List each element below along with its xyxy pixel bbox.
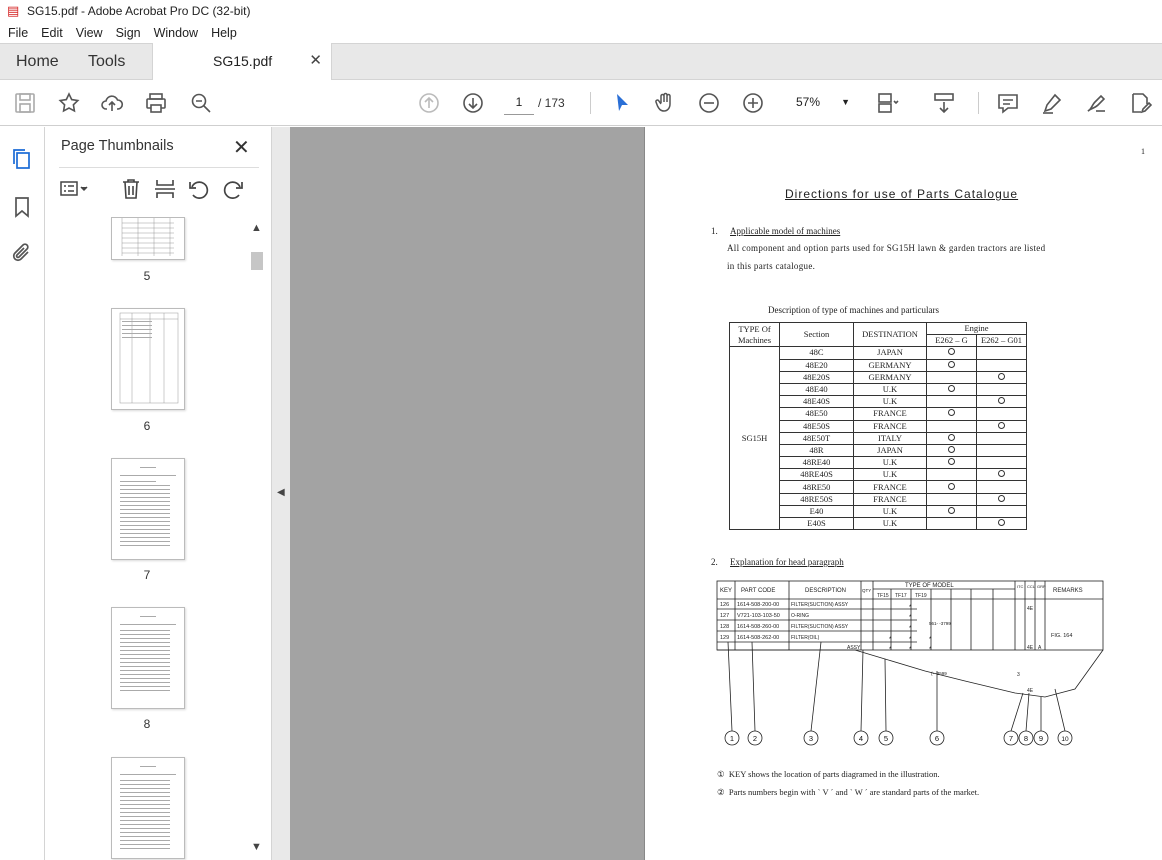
destination-cell: GERMANY xyxy=(854,359,927,371)
table-header: DESTINATION xyxy=(854,323,927,347)
circle-mark-icon xyxy=(948,348,955,355)
svg-text:*: * xyxy=(909,626,912,632)
chevron-down-icon: ▼ xyxy=(841,97,850,107)
fig-row-code: 1614-508-262-00 xyxy=(737,635,780,641)
hand-tool-icon[interactable] xyxy=(653,91,677,115)
section-cell: 48E50 xyxy=(780,408,854,420)
callout: 2 xyxy=(752,734,758,743)
destination-cell: ITALY xyxy=(854,432,927,444)
callout: 7 xyxy=(1008,734,1014,743)
thumbnail-label: 7 xyxy=(143,568,151,582)
fig-h-tf19: TF19 xyxy=(915,593,927,599)
machines-table xyxy=(729,322,1027,530)
destination-cell: FRANCE xyxy=(854,481,927,493)
rotate-cw-icon[interactable] xyxy=(221,177,245,201)
destination-cell: U.K xyxy=(854,396,927,408)
thumbnail-page-7[interactable] xyxy=(111,458,185,560)
engine-cell xyxy=(977,493,1027,505)
section-cell: E40S xyxy=(780,518,854,530)
fig-h-type: TYPE OF MODEL xyxy=(905,583,954,589)
close-panel-icon[interactable]: ✕ xyxy=(233,137,250,159)
engine-cell xyxy=(977,359,1027,371)
menu-help[interactable]: Help xyxy=(211,25,237,40)
table-row xyxy=(730,347,1027,359)
fig-row-desc: FILTER(SUCTION) ASSY xyxy=(791,602,849,608)
section-cell: E40 xyxy=(780,505,854,517)
destination-cell: U.K xyxy=(854,457,927,469)
section-2-heading xyxy=(711,557,844,567)
save-icon[interactable] xyxy=(13,91,37,115)
circle-mark-icon xyxy=(948,409,955,416)
delete-page-icon[interactable] xyxy=(119,177,143,201)
fig-h-ccl: CCL xyxy=(1027,584,1036,589)
engine-cell xyxy=(927,396,977,408)
section-cell: 48E50S xyxy=(780,420,854,432)
thumbnail-page-6[interactable] xyxy=(111,308,185,410)
thumbnail-options-icon[interactable] xyxy=(59,177,83,201)
engine-cell xyxy=(977,505,1027,517)
engine-cell xyxy=(927,371,977,383)
menu-window[interactable]: Window xyxy=(153,25,199,40)
thumbnail-page-8[interactable] xyxy=(111,607,185,709)
document-page xyxy=(644,127,1162,860)
engine-cell xyxy=(977,347,1027,359)
callout: 10 xyxy=(1061,736,1069,743)
rotate-ccw-icon[interactable] xyxy=(187,177,211,201)
destination-cell: JAPAN xyxy=(854,347,927,359)
destination-cell: U.K xyxy=(854,518,927,530)
section-cell: 48RE40S xyxy=(780,469,854,481)
tab-home[interactable]: Home xyxy=(16,53,59,70)
title-bar xyxy=(0,0,1162,22)
svg-text:*: * xyxy=(909,615,912,621)
section-cell: 48E20 xyxy=(780,359,854,371)
fig-row-code: V721-103-103-50 xyxy=(737,613,780,619)
next-page-icon[interactable] xyxy=(461,91,485,115)
note-1-text: KEY shows the location of parts diagramed in the illustration. xyxy=(728,769,940,779)
fig-h-tf15: TF15 xyxy=(877,593,889,599)
fig-row-key: 126 xyxy=(720,602,730,608)
machine-type-cell: SG15H xyxy=(730,347,780,530)
section-cell: 48E40S xyxy=(780,396,854,408)
engine-cell xyxy=(927,408,977,420)
engine-cell xyxy=(977,383,1027,395)
section-2-number: 2. xyxy=(711,557,718,567)
page-number-input[interactable]: 1 xyxy=(504,90,534,115)
bookmarks-icon[interactable] xyxy=(11,195,33,219)
fig-remarks: FIG. 164 xyxy=(1051,633,1073,639)
circle-mark-icon xyxy=(998,470,1005,477)
destination-cell: FRANCE xyxy=(854,493,927,505)
fig-row-key: 129 xyxy=(720,635,730,641)
section-cell: 48RE40 xyxy=(780,457,854,469)
engine-cell xyxy=(977,420,1027,432)
svg-text:*: * xyxy=(909,637,912,643)
tab-document-label: SG15.pdf xyxy=(213,53,273,69)
engine-cell xyxy=(977,408,1027,420)
fig-row-key: 128 xyxy=(720,624,730,630)
callout: 5 xyxy=(883,734,889,743)
toolbar-divider xyxy=(590,92,591,114)
table-header: Engine xyxy=(927,323,1027,335)
pdf-icon: ▤ xyxy=(7,3,20,18)
panel-collapse-strip[interactable] xyxy=(272,127,290,860)
note-1-number: ① xyxy=(717,769,725,779)
engine-cell xyxy=(977,481,1027,493)
fig-row-desc: O-RING xyxy=(791,613,810,619)
fig-ccl: 4E xyxy=(1027,688,1034,694)
panel-divider xyxy=(59,167,259,168)
svg-text:*: * xyxy=(889,637,892,643)
menu-file[interactable]: File xyxy=(8,25,29,40)
svg-text:*: * xyxy=(929,647,932,653)
fig-range: (- -3599 xyxy=(931,671,947,676)
fig-h-key: KEY xyxy=(720,588,733,594)
fig-h-desc: DESCRIPTION xyxy=(805,588,847,594)
fig-h-code: PART CODE xyxy=(741,588,776,594)
engine-cell xyxy=(927,493,977,505)
fig-row-code: 1614-508-200-00 xyxy=(737,602,780,608)
fig-row-desc: FILTER(SUCTION) ASSY xyxy=(791,624,849,630)
fig-h-qty: QTY xyxy=(862,588,872,593)
section-1-heading xyxy=(711,226,840,236)
engine-cell xyxy=(927,469,977,481)
thumbnail-page-9[interactable] xyxy=(111,757,185,859)
thumbnails-panel xyxy=(45,127,272,860)
thumbnail-label: 6 xyxy=(143,419,151,433)
engine-cell xyxy=(927,505,977,517)
destination-cell: FRANCE xyxy=(854,420,927,432)
attachments-icon[interactable] xyxy=(11,241,33,265)
section-2-title: Explanation for head paragraph xyxy=(730,557,844,567)
destination-cell: U.K xyxy=(854,383,927,395)
menu-view[interactable]: View xyxy=(75,25,103,40)
callout: 9 xyxy=(1038,734,1044,743)
svg-text:*: * xyxy=(889,647,892,653)
engine-cell xyxy=(927,518,977,530)
section-cell: 48E50T xyxy=(780,432,854,444)
table-header: E262 – G xyxy=(927,335,977,347)
callout: 1 xyxy=(729,734,735,743)
table-caption: Description of type of machines and particulars xyxy=(768,305,939,315)
fig-row-key: 127 xyxy=(720,613,730,619)
table-header: E262 – G01 xyxy=(977,335,1027,347)
note-2-number: ② xyxy=(717,787,725,797)
section-cell: 48E20S xyxy=(780,371,854,383)
zoom-out-icon[interactable] xyxy=(697,91,721,115)
svg-text:*: * xyxy=(909,647,912,653)
engine-cell xyxy=(927,347,977,359)
section-cell: 48RE50S xyxy=(780,493,854,505)
print-icon[interactable] xyxy=(144,91,168,115)
extract-page-icon[interactable] xyxy=(153,177,177,201)
document-background xyxy=(290,127,644,860)
comment-icon[interactable] xyxy=(996,91,1020,115)
circle-mark-icon xyxy=(948,507,955,514)
destination-cell: GERMANY xyxy=(854,371,927,383)
engine-cell xyxy=(977,518,1027,530)
page-fit-icon[interactable] xyxy=(876,91,900,115)
tab-tools[interactable]: Tools xyxy=(88,53,126,70)
collapse-arrow-icon[interactable]: ◀ xyxy=(277,487,285,498)
section-cell: 48RE50 xyxy=(780,481,854,493)
section-1-number: 1. xyxy=(711,226,718,236)
circle-mark-icon xyxy=(948,385,955,392)
fig-h-tf17: TF17 xyxy=(895,593,907,599)
paragraph-line: All component and option parts used for SG15H lawn & garden tractors are listed xyxy=(727,243,1046,253)
circle-mark-icon xyxy=(998,373,1005,380)
section-cell: 48C xyxy=(780,347,854,359)
engine-cell xyxy=(927,457,977,469)
scroll-down-icon[interactable]: ▼ xyxy=(251,841,262,853)
engine-cell xyxy=(977,457,1027,469)
scroll-up-icon[interactable]: ▲ xyxy=(251,222,262,234)
table-header: TYPE Of Machines xyxy=(730,323,780,347)
zoom-search-icon[interactable] xyxy=(189,91,213,115)
bookmark-star-icon[interactable] xyxy=(57,91,81,115)
fig-grp: A xyxy=(1038,645,1042,651)
circle-mark-icon xyxy=(948,434,955,441)
circle-mark-icon xyxy=(998,397,1005,404)
engine-cell xyxy=(927,444,977,456)
page-number: 1 xyxy=(1141,147,1145,156)
scroll-mode-icon[interactable] xyxy=(932,91,956,115)
fig-ccl: 4E xyxy=(1027,606,1034,612)
highlight-pen-icon[interactable] xyxy=(1040,91,1064,115)
engine-cell xyxy=(927,420,977,432)
edit-pdf-icon[interactable] xyxy=(1128,91,1152,115)
fig-row-code: 1614-508-260-00 xyxy=(737,624,780,630)
circle-mark-icon xyxy=(998,519,1005,526)
menu-edit[interactable]: Edit xyxy=(41,25,63,40)
zoom-select[interactable] xyxy=(786,90,856,115)
callout: 6 xyxy=(934,734,940,743)
engine-cell xyxy=(927,481,977,493)
callout: 4 xyxy=(858,734,864,743)
menu-sign[interactable]: Sign xyxy=(115,25,141,40)
note-2 xyxy=(717,787,979,798)
engine-cell xyxy=(927,359,977,371)
select-cursor-icon[interactable] xyxy=(610,91,634,115)
page-total: / 173 xyxy=(538,96,565,110)
zoom-value: 57% xyxy=(796,95,821,109)
toolbar-divider xyxy=(978,92,979,114)
circle-mark-icon xyxy=(948,446,955,453)
page-thumbnails-icon[interactable] xyxy=(11,147,33,171)
thumbnail-page-5[interactable] xyxy=(111,217,185,260)
head-paragraph-figure xyxy=(715,579,1105,754)
scrollbar-thumb[interactable] xyxy=(251,252,263,270)
circle-mark-icon xyxy=(998,422,1005,429)
destination-cell: FRANCE xyxy=(854,408,927,420)
fig-h-remarks: REMARKS xyxy=(1053,588,1083,594)
engine-cell xyxy=(977,444,1027,456)
tab-document[interactable] xyxy=(152,43,332,81)
svg-text:*: * xyxy=(909,605,912,611)
circle-mark-icon xyxy=(948,458,955,465)
left-rail xyxy=(0,127,45,860)
callout: 8 xyxy=(1023,734,1029,743)
thumbnail-label: 8 xyxy=(143,717,151,731)
panel-title: Page Thumbnails xyxy=(61,138,174,154)
engine-cell xyxy=(977,396,1027,408)
previous-page-icon[interactable] xyxy=(417,91,441,115)
close-tab-icon[interactable]: ✕ xyxy=(309,52,322,69)
table-header: Section xyxy=(780,323,854,347)
section-cell: 48E40 xyxy=(780,383,854,395)
fig-h-itc: ITC xyxy=(1017,584,1024,589)
thumbnail-list xyxy=(45,217,249,860)
note-2-text: Parts numbers begin with ˋ V ˊ and ˋ W ˊ are standard parts of the market. xyxy=(728,787,980,797)
destination-cell: U.K xyxy=(854,469,927,481)
document-title: Directions for use of Parts Catalogue xyxy=(785,187,1019,201)
fig-range: 561- -3799 xyxy=(929,621,951,626)
zoom-in-icon[interactable] xyxy=(741,91,765,115)
callout: 3 xyxy=(808,734,814,743)
fig-ccl: 4E xyxy=(1027,645,1034,651)
thumbnail-label: 5 xyxy=(143,269,151,283)
engine-cell xyxy=(977,469,1027,481)
thumbnail-scrollbar[interactable] xyxy=(248,217,264,857)
circle-mark-icon xyxy=(948,483,955,490)
toolbar xyxy=(0,80,1162,126)
fig-h-grp: GRP xyxy=(1037,584,1046,589)
menu-bar xyxy=(0,22,1162,43)
engine-cell xyxy=(927,383,977,395)
engine-cell xyxy=(927,432,977,444)
window-title: SG15.pdf - Adobe Acrobat Pro DC (32-bit) xyxy=(27,4,251,18)
fig-itc: 3 xyxy=(1017,672,1020,678)
tab-bar xyxy=(0,43,1162,80)
note-1 xyxy=(717,769,940,780)
section-1-title: Applicable model of machines xyxy=(730,226,841,236)
circle-mark-icon xyxy=(948,361,955,368)
circle-mark-icon xyxy=(998,495,1005,502)
fig-row-desc: FILTER(OIL) xyxy=(791,635,820,641)
fig-assy: ASSY xyxy=(847,645,861,651)
engine-cell xyxy=(977,432,1027,444)
svg-text:*: * xyxy=(929,637,932,643)
destination-cell: JAPAN xyxy=(854,444,927,456)
upload-cloud-icon[interactable] xyxy=(100,91,124,115)
draw-sign-icon[interactable] xyxy=(1084,91,1108,115)
section-cell: 48R xyxy=(780,444,854,456)
paragraph-line: in this parts catalogue. xyxy=(727,261,816,271)
destination-cell: U.K xyxy=(854,505,927,517)
engine-cell xyxy=(977,371,1027,383)
